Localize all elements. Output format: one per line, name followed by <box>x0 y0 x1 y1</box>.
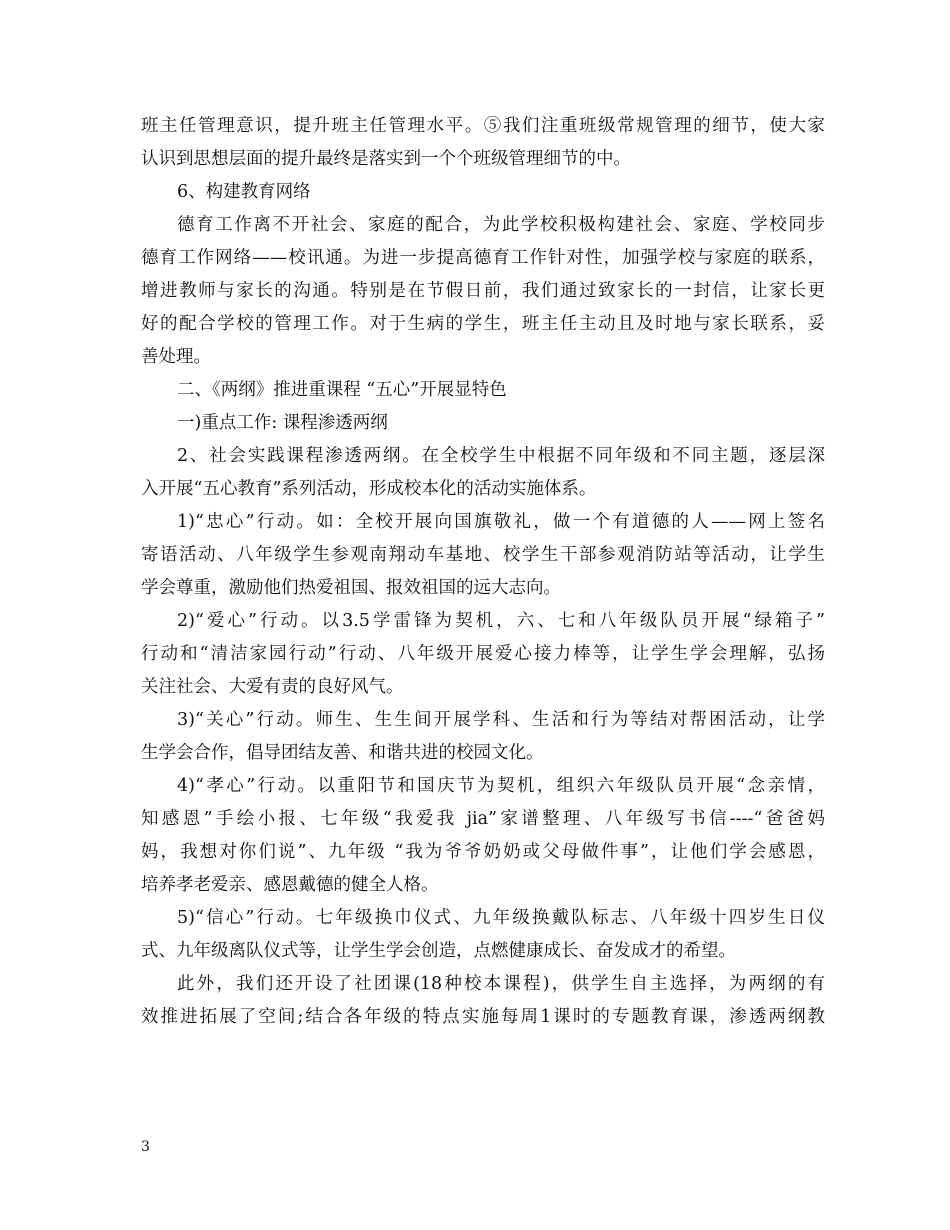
text-line: 认识到思想层面的提升最终是落实到一个个班级管理细节的中。 <box>141 149 631 169</box>
document-body <box>141 110 825 1034</box>
text-line: 入开展“五心教育”系列活动，形成校本化的活动实施体系。 <box>141 479 597 499</box>
text-line: 培养孝老爱亲、感恩戴德的健全人格。 <box>141 875 439 895</box>
text-line: 班主任管理意识，提升班主任管理水平。⑤我们注重班级常规管理的细节，使大家 <box>141 116 825 136</box>
text-line: 德育工作离不开社会、家庭的配合，为此学校积极构建社会、家庭、学校同步 <box>177 215 825 235</box>
text-line: 5)“信心”行动。七年级换巾仪式、九年级换戴队标志、八年级十四岁生日仪 <box>177 908 825 928</box>
text-line: 2)“爱心”行动。以3.5学雷锋为契机，六、七和八年级队员开展“绿箱子” <box>177 611 825 631</box>
text-line: 好的配合学校的管理工作。对于生病的学生，班主任主动且及时地与家长联系，妥 <box>141 314 825 334</box>
text-line: 寄语活动、八年级学生参观南翔动车基地、校学生干部参观消防站等活动，让学生 <box>141 545 825 565</box>
text-line: 式、九年级离队仪式等，让学生学会创造，点燃健康成长、奋发成才的希望。 <box>141 941 736 961</box>
text-line: 一)重点工作: 课程渗透两纲 <box>177 413 388 433</box>
text-line: 3)“关心”行动。师生、生生间开展学科、生活和行为等结对帮困活动，让学 <box>177 710 825 730</box>
text-line: 善处理。 <box>141 347 211 367</box>
text-line: 2、社会实践课程渗透两纲。在全校学生中根据不同年级和不同主题，逐层深 <box>177 446 825 466</box>
page-number: 3 <box>141 1139 150 1155</box>
text-line: 6、构建教育网络 <box>177 182 311 202</box>
text-line: 行动和“清洁家园行动”行动、八年级开展爱心接力棒等，让学生学会理解，弘扬 <box>141 644 825 664</box>
text-line: 二、《两纲》推进重课程 “五心”开展显特色 <box>177 380 507 400</box>
text-line: 妈，我想对你们说”、九年级 “我为爷爷奶奶或父母做件事”，让他们学会感恩， <box>141 842 825 862</box>
text-line: 1)“忠心”行动。如：全校开展向国旗敬礼，做一个有道德的人——网上签名 <box>177 512 825 532</box>
text-line: 此外，我们还开设了社团课(18种校本课程)，供学生自主选择，为两纲的有 <box>177 974 825 994</box>
text-line: 知感恩”手绘小报、七年级“我爱我 jia”家谱整理、八年级写书信----“爸爸妈 <box>141 809 825 829</box>
text-line: 效推进拓展了空间;结合各年级的特点实施每周1课时的专题教育课，渗透两纲教 <box>141 1007 825 1027</box>
text-line: 关注社会、大爱有责的良好风气。 <box>141 677 404 697</box>
text-line: 德育工作网络——校讯通。为进一步提高德育工作针对性，加强学校与家庭的联系， <box>141 248 825 268</box>
text-line: 增进教师与家长的沟通。特别是在节假日前，我们通过致家长的一封信，让家长更 <box>141 281 825 301</box>
text-line: 学会尊重，激励他们热爱祖国、报效祖国的远大志向。 <box>141 578 561 598</box>
text-line: 生学会合作，倡导团结友善、和谐共进的校园文化。 <box>141 743 544 763</box>
text-line: 4)“孝心”行动。以重阳节和国庆节为契机，组织六年级队员开展“念亲情， <box>177 776 825 796</box>
